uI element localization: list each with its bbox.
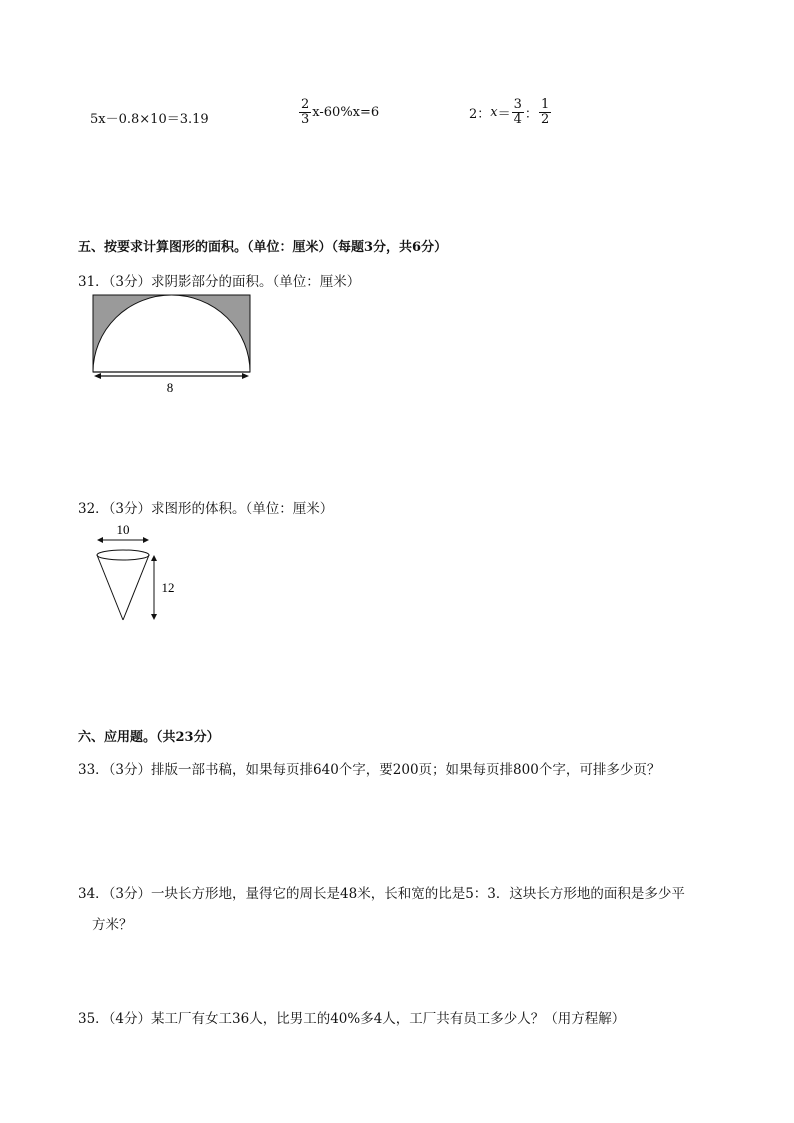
cone-top-ellipse: [97, 550, 149, 560]
arrow-left-icon: [94, 373, 101, 379]
diameter-label: 10: [116, 522, 130, 537]
cone-figure: [92, 520, 180, 626]
dimension-label: 8: [166, 380, 174, 395]
height-label: 12: [161, 580, 175, 595]
arrow-right-icon: [143, 537, 149, 543]
fraction-one-half: $\frac{1}{2}$: [540, 97, 550, 127]
question-31: 31．（3分）求阴影部分的面积。（单位：厘米）: [78, 274, 361, 290]
cone-left-side: [97, 555, 123, 620]
question-35: 35．（4分）某工厂有女工36人，比男工的40%多4人，工厂共有员工多少人？（用方程解）: [78, 1011, 626, 1027]
semicircle-figure: [90, 292, 254, 396]
question-33: 33．（3分）排版一部书稿，如果每页排640个字，要200页；如果每页排800个字，可排多少页？: [78, 762, 661, 778]
arrow-left-icon: [97, 537, 103, 543]
section-6-heading: 六、应用题。（共23分）: [78, 730, 220, 745]
question-32: 32．（3分）求图形的体积。（单位：厘米）: [78, 501, 334, 517]
cone-right-side: [123, 555, 149, 620]
arrow-up-icon: [151, 555, 157, 561]
question-34-line-2: 方米？: [92, 917, 133, 933]
equation-1: 5x－0.8×10＝3.19: [90, 112, 209, 127]
fraction-two-thirds: $\frac{2}{3}$: [301, 97, 310, 127]
arrow-right-icon: [242, 373, 249, 379]
fraction-three-fourths: $\frac{3}{4}$: [513, 97, 522, 127]
question-34-line-1: 34．（3分）一块长方形地，量得它的周长是48米，长和宽的比是5：3．这块长方形地的面积是多少平: [78, 886, 685, 902]
equation-2-rest: x-60%x=6: [312, 105, 380, 120]
equation-2: [298, 98, 379, 127]
equation-3: 2： x ＝ $\frac{3}{4}$ ： $\frac{1}{2}$: [469, 97, 550, 127]
arrow-down-icon: [151, 614, 157, 620]
section-5-heading: 五、按要求计算图形的面积。（单位：厘米）（每题3分，共6分）: [78, 240, 448, 255]
